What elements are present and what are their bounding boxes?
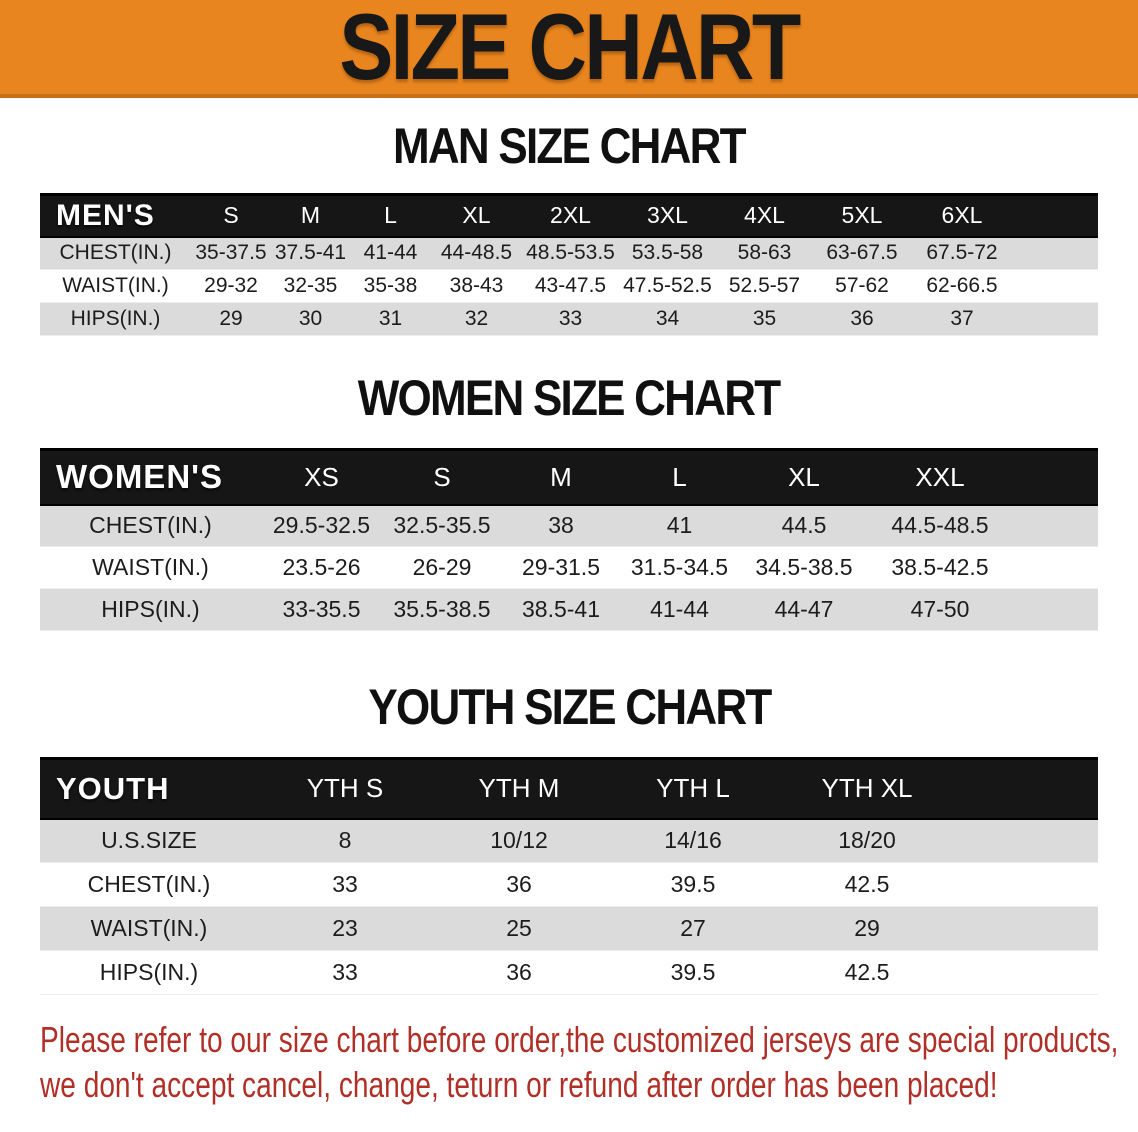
measurement-value: 32 [431,303,522,336]
row-label: WAIST(IN.) [40,270,191,303]
measurement-value: 38.5-42.5 [869,547,1011,589]
measurement-value: 62-66.5 [911,270,1013,303]
measurement-value: 44.5-48.5 [869,505,1011,547]
measurement-row [40,303,1098,336]
women-size-table [40,448,1098,631]
measurement-value: 25 [432,907,606,951]
row-label: HIPS(IN.) [40,589,261,631]
measurement-value: 38-43 [431,270,522,303]
measurement-value: 41-44 [620,589,739,631]
size-column-header: 5XL [813,195,911,237]
measurement-row [40,505,1098,547]
measurement-value: 29-31.5 [502,547,620,589]
youth-size-chart-heading-text: YOUTH SIZE CHART [367,679,771,735]
size-column-header: XXL [869,450,1011,505]
women-size-chart-heading [0,372,1138,424]
size-header-row [40,195,1098,237]
measurement-value: 39.5 [606,951,780,995]
measurement-value: 33 [258,863,432,907]
measurement-value: 36 [432,863,606,907]
measurement-value: 10/12 [432,819,606,863]
measurement-value: 58-63 [716,237,813,270]
measurement-value: 36 [813,303,911,336]
measurement-value: 8 [258,819,432,863]
row-filler [954,951,1098,995]
measurement-value: 53.5-58 [619,237,716,270]
size-column-header: YTH M [432,759,606,819]
men-table-title: MEN'S [40,195,191,237]
youth-table-title: YOUTH [40,759,258,819]
measurement-value: 31 [350,303,431,336]
row-label: WAIST(IN.) [40,547,261,589]
measurement-value: 43-47.5 [522,270,619,303]
row-label: HIPS(IN.) [40,303,191,336]
row-filler [954,819,1098,863]
measurement-value: 41-44 [350,237,431,270]
size-column-header: XL [431,195,522,237]
measurement-value: 29.5-32.5 [261,505,382,547]
measurement-value: 18/20 [780,819,954,863]
size-column-header: S [382,450,502,505]
measurement-value: 63-67.5 [813,237,911,270]
measurement-value: 33 [258,951,432,995]
measurement-row [40,819,1098,863]
measurement-value: 44-47 [739,589,869,631]
measurement-value: 30 [271,303,350,336]
row-filler [954,863,1098,907]
row-label: CHEST(IN.) [40,863,258,907]
measurement-row [40,237,1098,270]
measurement-row [40,907,1098,951]
measurement-value: 32-35 [271,270,350,303]
size-column-header: 3XL [619,195,716,237]
size-column-header: M [502,450,620,505]
row-filler [1013,237,1098,270]
measurement-value: 34.5-38.5 [739,547,869,589]
size-column-header: L [620,450,739,505]
measurement-value: 35 [716,303,813,336]
disclaimer-line-2: we don't accept cancel, change, teturn or refund after order has been placed! [40,1064,998,1105]
size-column-header: L [350,195,431,237]
measurement-value: 35-37.5 [191,237,271,270]
measurement-value: 35-38 [350,270,431,303]
measurement-row [40,270,1098,303]
disclaimer-text [0,1017,1138,1107]
measurement-value: 48.5-53.5 [522,237,619,270]
measurement-value: 37 [911,303,1013,336]
measurement-row [40,589,1098,631]
size-column-header: XL [739,450,869,505]
size-chart-title: SIZE CHART [339,0,799,99]
measurement-value: 34 [619,303,716,336]
measurement-value: 29 [780,907,954,951]
size-column-header: YTH XL [780,759,954,819]
measurement-value: 14/16 [606,819,780,863]
size-header-row [40,759,1098,819]
women-table-title: WOMEN'S [40,450,261,505]
women-size-chart-heading-text: WOMEN SIZE CHART [358,370,780,426]
measurement-value: 23 [258,907,432,951]
measurement-value: 36 [432,951,606,995]
row-label: HIPS(IN.) [40,951,258,995]
size-column-header: YTH L [606,759,780,819]
measurement-value: 33 [522,303,619,336]
man-size-chart-heading [0,120,1138,172]
measurement-value: 42.5 [780,863,954,907]
measurement-row [40,863,1098,907]
measurement-value: 57-62 [813,270,911,303]
size-column-header: 2XL [522,195,619,237]
man-size-chart-heading-text: MAN SIZE CHART [393,118,745,174]
header-filler [1013,195,1098,237]
size-column-header: YTH S [258,759,432,819]
row-label: U.S.SIZE [40,819,258,863]
size-column-header: M [271,195,350,237]
measurement-value: 32.5-35.5 [382,505,502,547]
measurement-row [40,547,1098,589]
measurement-value: 26-29 [382,547,502,589]
youth-size-chart-heading [0,681,1138,733]
row-label: CHEST(IN.) [40,505,261,547]
row-filler [1011,505,1098,547]
size-chart-banner [0,0,1138,98]
youth-size-table [40,757,1098,995]
measurement-value: 38.5-41 [502,589,620,631]
size-column-header: 4XL [716,195,813,237]
measurement-value: 44.5 [739,505,869,547]
size-header-row [40,450,1098,505]
row-label: CHEST(IN.) [40,237,191,270]
measurement-value: 29 [191,303,271,336]
measurement-value: 37.5-41 [271,237,350,270]
measurement-value: 52.5-57 [716,270,813,303]
measurement-value: 23.5-26 [261,547,382,589]
measurement-value: 41 [620,505,739,547]
size-column-header: S [191,195,271,237]
measurement-value: 44-48.5 [431,237,522,270]
row-filler [954,907,1098,951]
disclaimer-line-1: Please refer to our size chart before order,the customized jerseys are special products, [40,1019,1119,1060]
measurement-value: 67.5-72 [911,237,1013,270]
measurement-value: 35.5-38.5 [382,589,502,631]
measurement-value: 27 [606,907,780,951]
row-filler [1011,589,1098,631]
measurement-value: 38 [502,505,620,547]
measurement-row [40,951,1098,995]
row-label: WAIST(IN.) [40,907,258,951]
row-filler [1011,547,1098,589]
measurement-value: 39.5 [606,863,780,907]
size-column-header: XS [261,450,382,505]
size-column-header: 6XL [911,195,1013,237]
measurement-value: 29-32 [191,270,271,303]
measurement-value: 33-35.5 [261,589,382,631]
measurement-value: 42.5 [780,951,954,995]
measurement-value: 47.5-52.5 [619,270,716,303]
row-filler [1013,303,1098,336]
men-size-table [40,193,1098,336]
row-filler [1013,270,1098,303]
measurement-value: 47-50 [869,589,1011,631]
measurement-value: 31.5-34.5 [620,547,739,589]
header-filler [954,759,1098,819]
header-filler [1011,450,1098,505]
